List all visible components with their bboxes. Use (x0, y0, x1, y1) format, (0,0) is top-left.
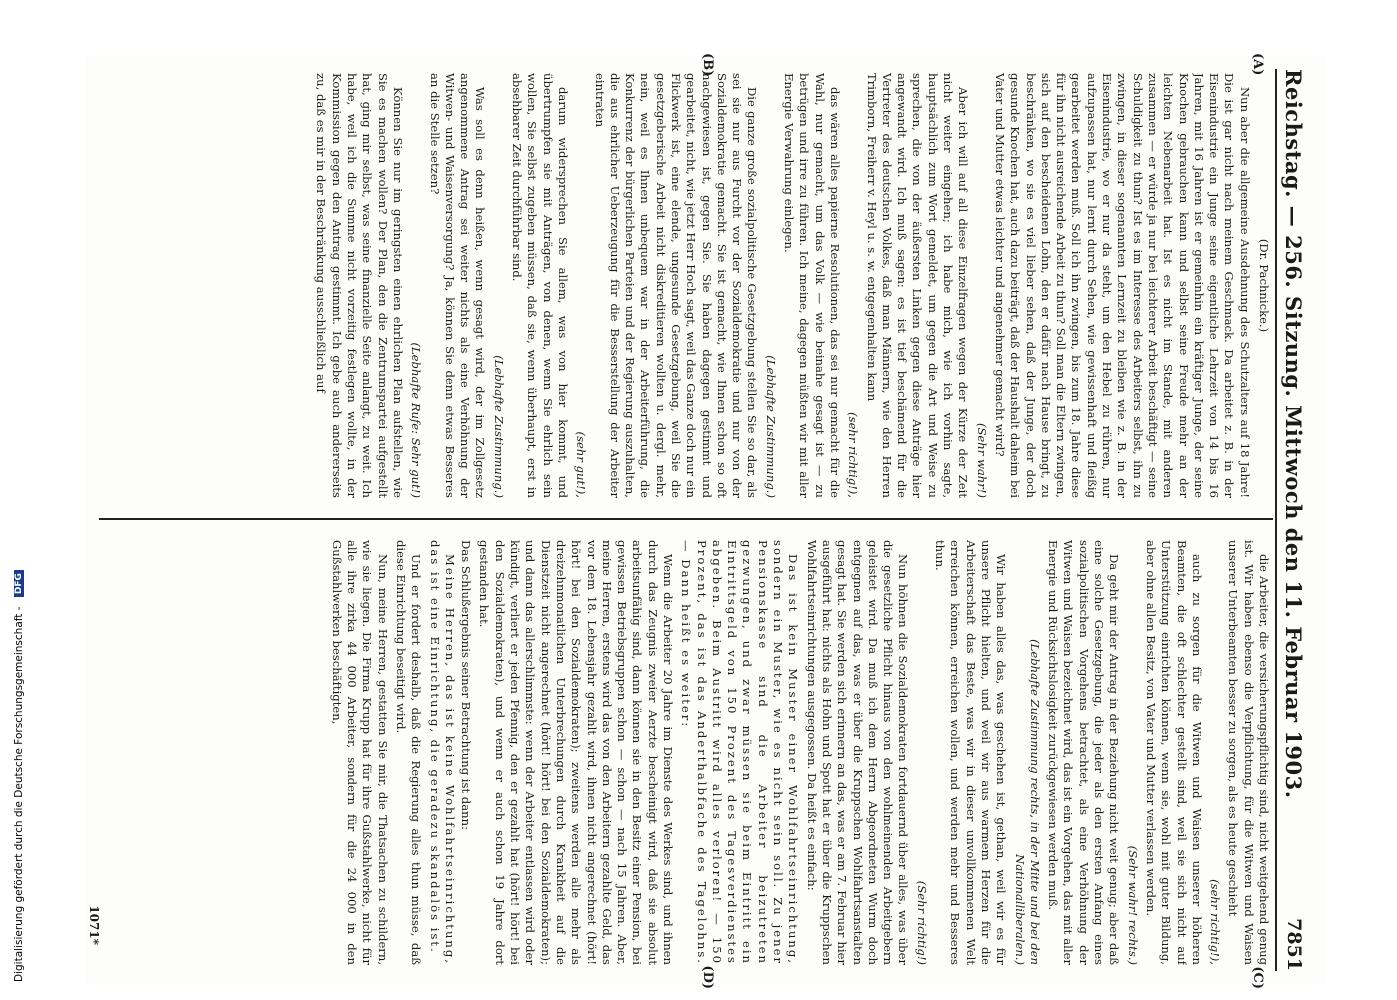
interjection: (Lebhafte Zustimmung.) (763, 355, 778, 498)
paragraph: das wären alles papierne Resolutionen, das sei nur gemacht für die Wahl, nur gemacht, um das Volk — wie beinahe gesagt ist — zu betrügen und irre zu führen. Ich meine, dagegen müßten wir mit aller Energie Verwahrung einlegen. (782, 73, 842, 498)
quoted-passage: Das ist kein Muster einer Wohlfahrtseinrichtung, sondern ein Muster, wie es nicht sein soll. Zu jener Pensionskasse sind die Arbeiter beizutreten gezwungen, und zwar müssen sie beim Eintritt ein Eintrittsgeld von 150 Prozent des Tagesverdienstes abgeben. Beim Austritt wird alles verloren! — 150 Prozent, das ist das Anderthalbfache des Tagelohns. — Dann heißt es weiter: (679, 540, 801, 965)
paragraph: Und er fordert deshalb, daß die Regierung alles thun müsse, daß diese Einrichtung beseitigt wird. (393, 540, 424, 965)
column-divider (99, 518, 1273, 520)
interjection: (Sehr wahr! rechts.) (1125, 845, 1140, 965)
paragraph: Was soll es denn heißen, wenn gesagt wird, der im Zollgesetz angenommene Antrag sei weiter nichts als eine Verhöhnung der Witwen- und Waisenversorgung? Ja, können Sie denn etwas Besseres an die Stelle setzen? (427, 73, 488, 498)
paragraph: Nun, meine Herren, gestatten Sie mir, die Thatsachen zu schildern, wie sie liegen. Die Firma Krupp hat für ihre Gußstahlwerke, nicht für alle ihre zirka 44 000 Arbeiter, sondern für die 24 000 in den Gußstahlwerken beschäftigten, (329, 540, 390, 965)
right-column (103, 540, 1271, 965)
paragraph: auch zu sorgen für die Witwen und Waisen unserer höheren Beamten, die oft schlechter gestellt sind, weil sie sich nicht auf Unterstützung einrichten können, wenn sie, wohl mit guter Bildung, aber ohne allen Besitz, von Vater und Mutter verlassen werden. (1143, 540, 1204, 965)
quoted-passage: Meine Herren, das ist keine Wohlfahrtseinrichtung, das ist eine Einrichtung, die geradezu skandalös ist. (427, 540, 457, 965)
footer-credit-text: Digitalisierung gefördert durch die Deutsche Forschungsgemeinschaft - (13, 606, 25, 982)
left-column (103, 73, 1271, 498)
paragraph: Die ganze große sozialpolitische Gesetzgebung stellen Sie so dar, als sei sie nur aus Furcht vor der Sozialdemokratie und nur von der Sozialdemokratie gemacht. Sie ist gemacht, wie Ihnen schon so oft nachgewiesen ist, gegen Sie. Sie haben dagegen gestimmt und gearbeitet, nicht, wie jetzt Herr Hoch sagt, weil das Ganze doch nur ein Flickwerk ist, eine elende, ungesunde Gesetzgebung, weil Sie die gesetzgeberische Arbeit nicht diskreditieren wollten u. dergl. mehr, nein, weil es Ihnen unbequem war in der Arbeiterführung, die Konkurrenz der bürgerlichen Parteien und der Regierung auszuhalten, die aus ehrlicher Ueberzeugung für die Besserstellung der Arbeiter eintraten (592, 73, 760, 498)
margin-letter-c: (C) (1250, 966, 1265, 989)
quoted-passage: Wenn die Arbeiter 20 Jahre im Dienste des Werkes sind, und ihnen durch das Zeugnis zweier Aerzte bescheinigt wird, daß sie absolut arbeitsunfähig sind, dann können sie in den Besitz einer Pension, bei gewissen Betriebsgruppen schon — schon — nach 15 Jahren. Aber, meine Herren, erstens wird das von den Arbeitern gezahlte Geld, das vor dem 18. Lebensjahr gezahlt wird, ihnen nicht angerechnet (hört! hört! bei den Sozialdemokraten); zweitens werden alle mehr als dreizehnmonatlichen Unterbrechungen durch Krankheit auf die Dienstzeit nicht angerechnet (hört! hört! bei den Sozialdemokraten); und dann das allerschlimmste: wenn der Arbeiter entlassen wird oder kündigt, verliert er jeden Pfennig, den er gezahlt hat (hört! hört! bei den Sozialdemokraten), und wenn er auch schon 19 Jahre dort gestanden hat. (477, 540, 676, 965)
margin-letter-a: (A) (1250, 53, 1265, 76)
interjection: (sehr richtig!), (1208, 879, 1223, 965)
paragraph: Aber ich will auf all diese Einzelfragen wegen der Kürze der Zeit nicht weiter eingehen; ich habe mich, wie ich vorhin sagte, hauptsächlich zum Wort gemeldet, um gegen die Art und Weise zu sprechen, die von der äußersten Linken gegen diese Anträge hier angewandt wird. Ich muß sagen: es ist tief beschämend für die Vertreter des deutschen Volkes, daß man Männern, wie den Herren Trimborn, Freiherr v. Heyl u. s. w. entgegenhalten kann (864, 73, 971, 498)
dfg-logo: DFG (14, 570, 24, 597)
paragraph: Da geht mir der Antrag in der Beziehung nicht weit genug; aber daß eine solche Gesetzgebung, die jeder als den ersten Anfang eines sozialpolitischen Vorgehens betrachtet, als eine Verhöhnung der Witwen und Waisen bezeichnet wird, das ist ein Vorgehen, das mit aller Energie und Rücksichtslosigkeit zurückgewiesen werden muß. (1046, 540, 1122, 965)
footer-credit (13, 570, 25, 982)
interjection: (Lebhafte Rufe: Sehr gut!) (409, 342, 424, 498)
speaker-name: (Dr. Pachnicke.) (1257, 238, 1271, 333)
footer-strip (2, 0, 24, 1000)
paragraph: die Arbeiter, die versicherungspflichtig sind, nicht weitgehend genug ist. Wir haben ebenso die Verpflichtung, für die Witwen und Waisen unserer Unterbeamten besser zu sorgen, als es heute geschieht (1226, 540, 1271, 965)
margin-letter-d: (D) (700, 965, 715, 989)
quoted-passage: Das Schlußergebnis seiner Betrachtung ist dann: (459, 540, 474, 830)
paragraph: darum widersprechen Sie allem, was von hier kommt, und übertrumpfen sie mit Anträgen, von denen, wenn Sie ehrlich sein wollen, Sie selbst zugeben müssen, daß sie, wenn überhaupt, erst in absehbarer Zeit durchführbar sind. (510, 73, 570, 498)
interjection: (sehr richtig!), (846, 412, 861, 498)
interjection: (Lebhafte Zustimmung.) (491, 355, 506, 498)
paragraph: Können Sie nur im geringsten einen ehrlichen Plan aufstellen, wie Sie es machen wollen? Der Plan, den die Zentrumspartei aufgestellt hat, ging mir selbst, was seine finanzielle Seite anlangt, zu weit. Ich habe, weil ich die Summe nicht vorzeitig festlegen wollte, in der Kommission gegen den Antrag gestimmt. Ich gebe auch andererseits zu, daß es mir in der Beschränkung ausschließlich auf (314, 73, 405, 498)
interjection: (Sehr wahr!) (974, 422, 989, 498)
page-number: 7851 (1283, 918, 1305, 971)
paragraph: Wir haben alles das, was geschehen ist, gethan, weil wir es für unsere Pflicht hielten, und weil wir aus warmem Herzen für die Arbeiterschaft das Beste, was wir in dieser unvollkommenen Welt erreichen können, erreichen wollen, und werden mehr und Besseres thun. (933, 540, 1009, 965)
sheet-number: 1071* (87, 905, 101, 945)
margin-letter-b: (B) (700, 53, 715, 77)
page-wrapper (85, 53, 1325, 989)
paragraph: Nun höhnen die Sozialdemokraten fortdauernd über alles, was über die gesetzliche Pflicht hinaus von den wohlmeinenden Arbeitgebern geleistet wird. Da muß ich dem Herrn Abgeordneten Wurm doch entgegnen auf das, was er über die Kruppschen Wohlfahrtsanstalten gesagt hat. Sie werden sich erinnern an das, was er am 7. Februar hier ausgeführt hat: nichts als Hohn und Spott hat er über die Kruppschen Wohlfahrtseinrichtungen ausgegossen. Da heißt es einfach: (804, 540, 911, 965)
interjection: (sehr gut!), (574, 431, 589, 498)
paragraph: Nun aber die allgemeine Ausdehnung des Schutzalters auf 18 Jahre! Die ist gar nicht nach meinem Geschmack. Da arbeitet z. B. in der Eisenindustrie ein Junge seine eigentliche Lehrzeit von 14 bis 16 Jahren, mit 16 Jahren ist er gemeinhin ein kräftiger Junge, der seine Knochen gebrauchen kann und selbst seine Freude mehr an der leichten Nebenarbeit hat. Ist es nicht im Stande, mit anderen zusammen — er würde ja nur bei leichterer Arbeit beschäftigt — seine Schuldigkeit zu thun? Ist es im Interesse des Arbeiters selbst, ihn zu zwingen, in dieser sogenannten Lernzeit zu bleiben wie z. B. in der Eisenindustrie, wo er nur da steht, um den Hebel zu rühren, nur aufzupassen hat, nur lernt durch Sehen, wie gewissenhaft und fleißig gearbeitet werden muß. Soll ich ihn zwingen, bis zum 18. Jahre diese für ihn nicht ausreichende Arbeit zu thun? Soll man die Eltern zwingen, sich auf den bescheidenen Lohn, den er dafür nach Hause bringt, zu beschränken, wo sie es viel lieber sehen, daß der Junge, der doch gesunde Knochen hat, auch dazu beiträgt, daß der Haushalt daheim bei Vater und Mutter etwas leichter und angenehmer gemacht wird? (992, 73, 1252, 498)
page-header-title: Reichstag. — 256. Sitzung. Mittwoch den 11. Februar 1903. (1281, 69, 1307, 799)
interjection: (Lebhafte Zustimmung rechts, in der Mitte und bei den Nationalliberalen.) (1012, 639, 1042, 965)
interjection: (Sehr richtig!) (914, 880, 929, 965)
page-header (1275, 69, 1311, 971)
scanned-page (85, 53, 1325, 989)
